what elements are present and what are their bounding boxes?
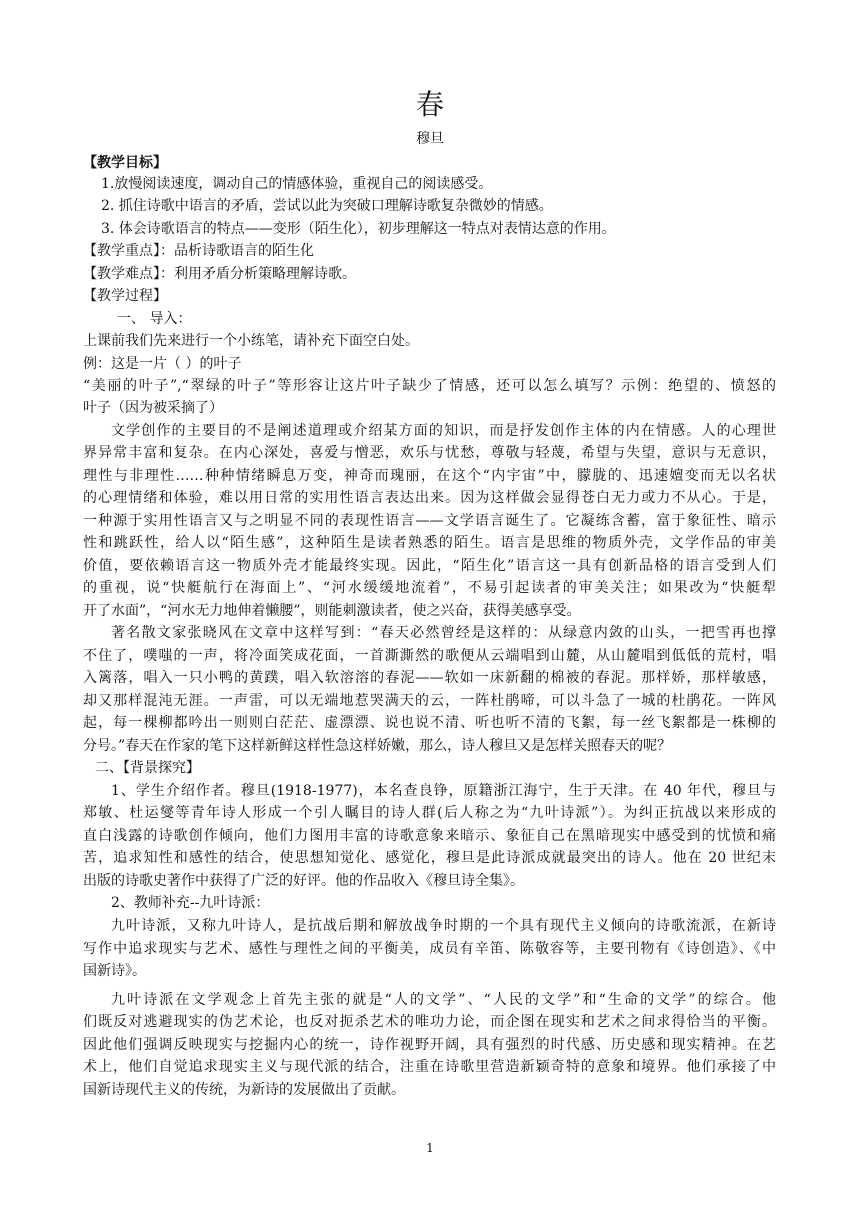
paragraph-line: 一种源于实用性语言又与之明显不同的表现性语言——文学语言诞生了。它凝练含蓄，富于象征性、暗示 (83, 513, 776, 529)
paragraph-line: 界异常丰富和复杂。在内心深处，喜爱与憎恶，欢乐与忧愁，尊敬与轻蔑，希望与失望，意识与无意识， (83, 445, 776, 461)
paragraph-line: 国新诗》。 (83, 963, 146, 979)
paragraph-line: 起，每一棵柳都吟出一则则白茫茫、虚漂漂、说也说不清、听也听不清的飞絮，每一丝飞絮都是一株柳的 (83, 715, 776, 731)
paragraph-line: 却又那样混沌无涯。一声雷，可以无端地惹哭满天的云，一阵杜鹃啼，可以斗急了一城的杜鹃花。一阵风 (83, 693, 776, 709)
key-point-line: 【教学重点】：品析诗歌语言的陌生化 (83, 243, 314, 259)
paragraph-line: 国新诗现代主义的传统，为新诗的发展做出了贡献。 (83, 1082, 405, 1098)
paragraph-line: 性和跳跃性，给人以“陌生感”，这种陌生是读者熟悉的陌生。语言是思维的物质外壳，文学作品的审美 (83, 535, 776, 551)
paragraph-line: 直白浅露的诗歌创作倾向，他们力图用丰富的诗歌意象来暗示、象征自己在黑暗现实中感受到的忧愤和痛 (83, 828, 776, 844)
page-number: 1 (426, 1141, 434, 1155)
paragraph-line: 分号。”春天在作家的笔下这样新鲜这样性急这样娇嫩，那么，诗人穆旦又是怎样关照春天的呢？ (83, 738, 672, 754)
paragraph-line: 文学创作的主要目的不是阐述道理或介绍某方面的知识，而是抒发创作主体的内在情感。人的心理世 (111, 423, 776, 439)
paragraph-line: 九叶诗派在文学观念上首先主张的就是“人的文学”、“人民的文学”和“生命的文学”的综合。他 (111, 992, 776, 1008)
page-title: 春 (415, 88, 444, 121)
section-heading-objectives: 【教学目标】 (83, 155, 167, 171)
objective-item-3: 3. 体会诗歌语言的特点——变形（陌生化），初步理解这一特点对表情达意的作用。 (101, 221, 616, 237)
step-heading-intro: 一、 导入： (117, 311, 192, 327)
paragraph-line: 苦，追求知性和感性的结合，使思想知觉化、感觉化，穆旦是此诗派成就最突出的诗人。他在 20 世纪末 (83, 850, 776, 866)
paragraph-line: “美丽的叶子”,“翠绿的叶子”等形容让这片叶子缺少了情感，还可以怎么填写？示例：绝望的、愤怒的 (83, 378, 776, 394)
section-heading-process: 【教学过程】 (83, 288, 167, 304)
paragraph-line: 1、学生介绍作者。穆旦(1918-1977)，本名查良铮，原籍浙江海宁，生于天津。在 40 年代，穆旦与 (111, 783, 776, 799)
paragraph-line: 价值，要依赖语言这一物质外壳才能最终实现。因此，“陌生化”语言这一具有创新品格的语言受到人们 (83, 558, 776, 574)
paragraph-line: 不住了，噗嗤的一声，将冷面笑成花面，一首澌澌然的歌便从云端唱到山麓，从山麓唱到低低的荒村，唱 (83, 648, 776, 664)
paragraph-line: 的心理情绪和体验，难以用日常的实用性语言表达出来。因为这样做会显得苍白无力或力不从心。于是， (83, 490, 776, 506)
paragraph-line: 著名散文家张晓风在文章中这样写到：“春天必然曾经是这样的：从绿意内敛的山头，一把雪再也撑 (111, 625, 776, 641)
paragraph-line: 九叶诗派，又称九叶诗人，是抗战后期和解放战争时期的一个具有现代主义倾向的诗歌流派，在新诗 (111, 918, 776, 934)
paragraph-line: 例：这是一片（ ）的叶子 (83, 356, 242, 372)
paragraph-line: 的重视，说“快艇航行在海面上”、“河水缓缓地流着”，不易引起读者的审美关注；如果改为“快艇犁 (83, 580, 776, 596)
difficulty-line: 【教学难点】：利用矛盾分析策略理解诗歌。 (83, 266, 356, 282)
paragraph-line: 开了水面”，“河水无力地伸着懒腰”，则能刺激读者，使之兴奋，获得美感享受。 (83, 603, 581, 619)
paragraph-line: 理性与非理性……种种情绪瞬息万变，神奇而瑰丽，在这个“内宇宙”中，朦胧的、迅速嬗变而无以名状 (83, 468, 776, 484)
paragraph-line: 写作中追求现实与艺术、感性与理性之间的平衡美，成员有辛笛、陈敬容等，主要刊物有《诗创造》、《中 (83, 941, 776, 957)
paragraph-line: 上课前我们先来进行一个小练笔，请补充下面空白处。 (83, 333, 419, 349)
paragraph-line: 们既反对逃避现实的伪艺术论，也反对扼杀艺术的唯功力论，而企图在现实和艺术之间求得恰当的平衡。 (83, 1014, 776, 1030)
paragraph-line: 出版的诗歌史著作中获得了广泛的好评。他的作品收入《穆旦诗全集》。 (83, 873, 524, 889)
paragraph-line: 术上，他们自觉追求现实主义与现代派的结合，注重在诗歌里营造新颖奇特的意象和境界。他们承接了中 (83, 1059, 776, 1075)
paragraph-line: 郑敏、杜运燮等青年诗人形成一个引人瞩目的诗人群(后人称之为“九叶诗派”）。为纠正抗战以来形成的 (83, 805, 776, 821)
section-heading-background: 二、【背景探究】 (95, 760, 200, 776)
subsection-heading: 2、教师补充--九叶诗派： (111, 895, 270, 911)
paragraph-line: 叶子（因为被采摘了） (83, 400, 223, 416)
objective-item-2: 2. 抓住诗歌中语言的矛盾，尝试以此为突破口理解诗歌复杂微妙的情感。 (101, 198, 553, 214)
paragraph-line: 入篱落，唱入一只小鸭的黄蹼，唱入软溶溶的春泥——软如一床新翻的棉被的春泥。那样娇，那样敏感， (83, 670, 776, 686)
objective-item-1: 1.放慢阅读速度，调动自己的情感体验，重视自己的阅读感受。 (101, 176, 493, 192)
author-name: 穆旦 (416, 131, 444, 147)
paragraph-line: 因此他们强调反映现实与挖掘内心的统一，诗作视野开阔，具有强烈的时代感、历史感和现实精神。在艺 (83, 1037, 776, 1053)
